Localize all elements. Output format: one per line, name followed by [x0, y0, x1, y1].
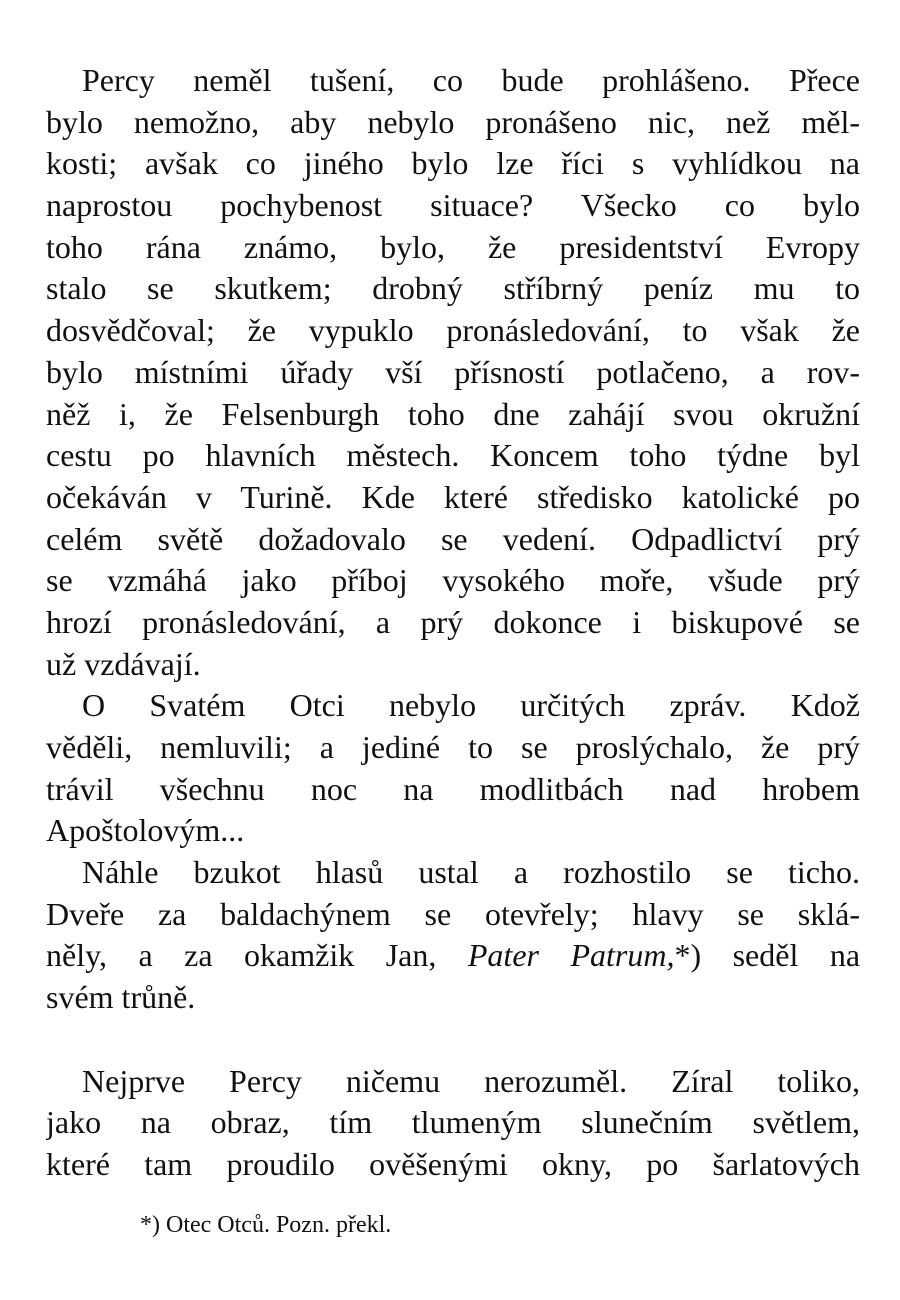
- text-line: Apoštolovým...: [46, 812, 245, 849]
- text-line: [46, 935, 860, 977]
- text-line: něž i, že Felsenburgh toho dne zahájí svou okružní: [46, 395, 860, 432]
- text-line: se vzmáhá jako příboj vysokého moře, všude prý: [46, 562, 860, 599]
- latin-title: Pater Patrum,: [467, 937, 675, 974]
- text-line: věděli, nemluvili; a jediné to se proslýchalo, že prý: [46, 729, 860, 765]
- text-line: jako na obraz, tím tlumeným slunečním světlem,: [46, 1104, 860, 1141]
- page-body: [46, 60, 860, 1186]
- text-line: Dveře za baldachýnem se otevřely; hlavy se sklá-: [46, 895, 860, 932]
- text-line: bylo nemožno, aby nebylo pronášeno nic, než měl-: [46, 103, 860, 140]
- section-gap: [46, 1019, 860, 1061]
- text-line: svém trůně.: [46, 979, 196, 1016]
- text-line: už vzdávají.: [46, 645, 201, 682]
- paragraph-1: [46, 60, 860, 685]
- text-segment: něly, a za okamžik Jan,: [46, 937, 468, 974]
- text-line: cestu po hlavních městech. Koncem toho týdne byl: [46, 437, 860, 474]
- text-line: Nejprve Percy ničemu nerozuměl. Zíral toliko,: [82, 1062, 860, 1099]
- text-line: bylo místními úřady vší přísností potlačeno, a rov-: [46, 353, 860, 390]
- text-line: Percy neměl tušení, co bude prohlášeno. Přece: [82, 62, 860, 98]
- text-line: O Svatém Otci nebylo určitých zpráv. Kdož: [82, 687, 860, 724]
- text-line: celém světě dožadovalo se vedení. Odpadlictví prý: [46, 520, 860, 557]
- paragraph-3: [46, 852, 860, 1019]
- text-line: hrozí pronásledování, a prý dokonce i biskupové se: [46, 603, 860, 640]
- text-line: které tam proudilo ověšenými okny, po šarlatových: [46, 1145, 860, 1182]
- text-line: Náhle bzukot hlasů ustal a rozhostilo se ticho.: [82, 854, 860, 891]
- text-line: kosti; avšak co jiného bylo lze říci s vyhlídkou na: [46, 145, 860, 182]
- footnote-reference: *) seděl na: [674, 937, 860, 974]
- text-line: trávil všechnu noc na modlitbách nad hrobem: [46, 770, 860, 807]
- text-line: dosvědčoval; že vypuklo pronásledování, to však že: [46, 312, 860, 349]
- paragraph-2: [46, 685, 860, 852]
- text-line: očekáván v Turině. Kde které středisko katolické po: [46, 478, 860, 515]
- text-line: stalo se skutkem; drobný stříbrný peníz mu to: [46, 270, 860, 307]
- text-line: toho rána známo, bylo, že presidentství Evropy: [46, 228, 860, 265]
- footnote: *) Otec Otců. Pozn. překl.: [140, 1212, 392, 1238]
- text-line: naprostou pochybenost situace? Všecko co bylo: [46, 187, 860, 224]
- paragraph-4: [46, 1061, 860, 1186]
